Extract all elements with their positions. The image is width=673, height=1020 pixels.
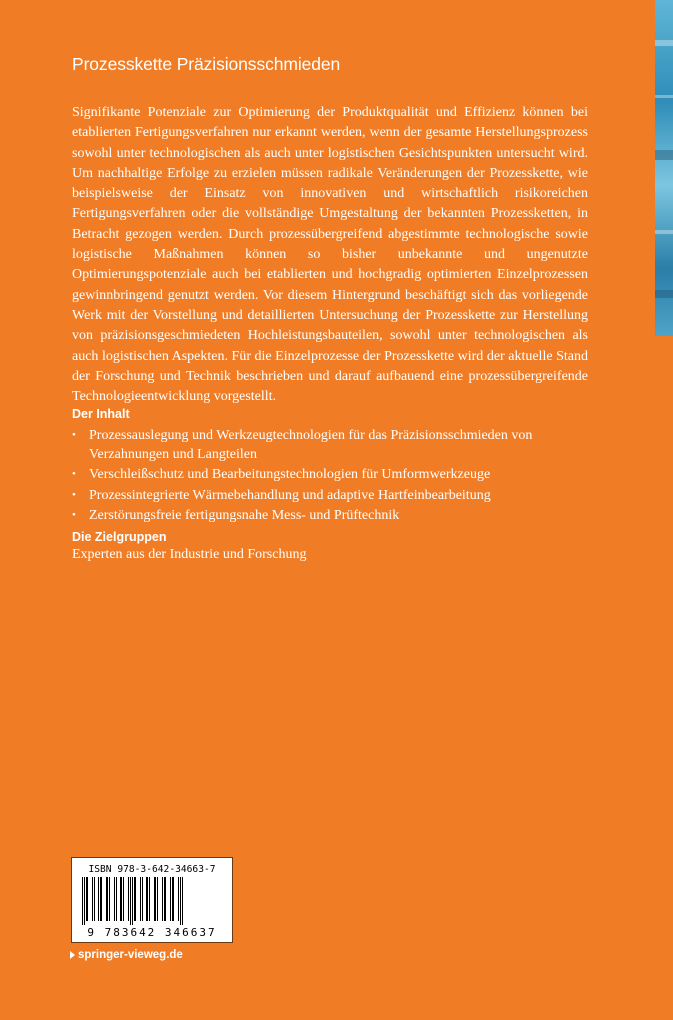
barcode-digits: 9 783642 346637 <box>87 926 217 939</box>
isbn-label: ISBN 978-3-642-34663-7 <box>88 864 216 875</box>
publisher-link[interactable] <box>70 949 183 961</box>
isbn-barcode <box>71 857 233 943</box>
zielgruppen-heading: Die Zielgruppen <box>72 530 167 544</box>
inhalt-heading: Der Inhalt <box>72 407 130 421</box>
list-item-text: Prozessintegrierte Wärmebehandlung und adaptive Hartfeinbearbeitung <box>89 487 491 503</box>
list-item-text: Zerstörungsfreie fertigungsnahe Mess- und Prüftechnik <box>89 508 400 524</box>
arrow-right-icon <box>70 951 75 959</box>
intro-paragraph: Signifikante Potenziale zur Optimierung der Produktqualität und Effizienz können bei etablierten Fertigungsverfahren nur erkannt werden, wenn der gesamte Herstellungsprozess sowohl unter technologischen als auch unter logistischen Gesichtspunkten untersucht wird. Um nachhaltige Erfolge zu erzielen müssen radikale Veränderungen der Prozesskette, wie beispielsweise der Einsatz von innovativen und wirtschaftlich risikoreichen Fertigungsverfahren oder die vollständige Umgestaltung der bekannten Prozessketten, in Betracht gezogen werden. Durch prozessübergreifend abgestimmte technologische sowie logistische Maßnahmen können so bisher unbekannte und ungenutzte Optimierungspotenziale auch bei etablierten und hochgradig optimierten Einzelprozessen gewinnbringend genutzt werden. Vor diesem Hintergrund beschäftigt sich das vorliegende Werk mit der Vorstellung und detaillierten Untersuchung der Prozesskette zur Herstellung von präzisionsgeschmiedeten Hochleistungsbauteilen, sowohl unter technologischen als auch logistischen Aspekten. Für die Einzelprozesse der Prozesskette wird der aktuelle Stand der Forschung und Technik beschrieben und darauf aufbauend eine prozessübergreifende Technologieentwicklung vorgestellt. <box>72 105 588 405</box>
bullet-icon: • <box>72 509 76 522</box>
bullet-icon: • <box>72 468 76 481</box>
list-item <box>72 486 588 505</box>
publisher-website: springer-vieweg.de <box>78 949 183 961</box>
list-item <box>72 506 588 525</box>
barcode-bars <box>80 877 224 925</box>
cover-image-strip <box>655 0 673 336</box>
zielgruppen-text: Experten aus der Industrie und Forschung <box>72 547 307 562</box>
list-item <box>72 426 588 464</box>
list-item-text: Prozessauslegung und Werkzeugtechnologien für das Präzisionsschmieden von Verzahnungen und Langteilen <box>89 428 533 462</box>
list-item-text: Verschleißschutz und Bearbeitungstechnologien für Umformwerkzeuge <box>89 467 491 483</box>
bullet-icon: • <box>72 488 76 501</box>
bullet-icon: • <box>72 429 76 441</box>
book-title: Prozesskette Präzisionsschmieden <box>72 54 341 74</box>
list-item <box>72 465 588 484</box>
inhalt-list <box>72 426 588 527</box>
